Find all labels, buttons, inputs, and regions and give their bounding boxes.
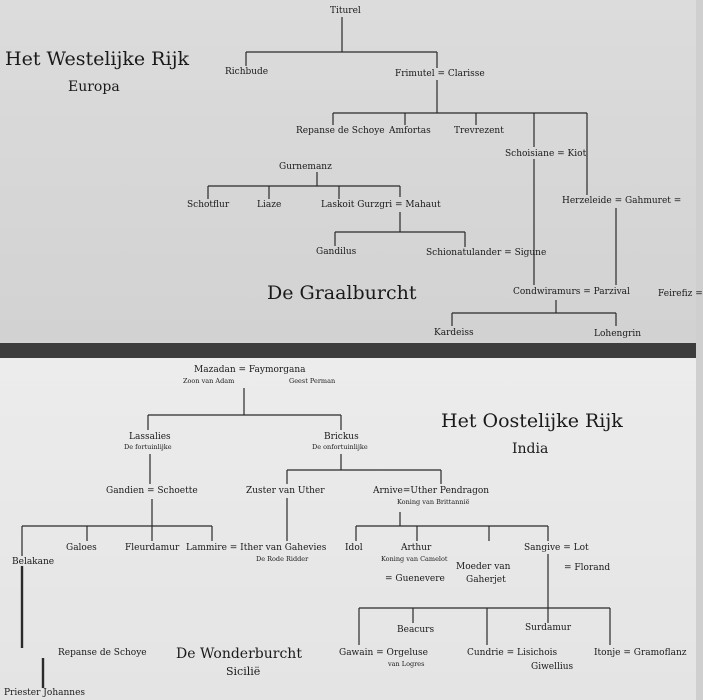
- western-realm-title: Het Westelijke Rijk: [5, 48, 189, 70]
- name-gurnemanz: Gurnemanz: [279, 162, 332, 172]
- ither-sub: De Rode Ridder: [256, 555, 309, 563]
- name-gaherjet: Gaherjet: [466, 575, 506, 585]
- name-repanse-de-schoye: Repanse de Schoye: [296, 126, 385, 136]
- name-laskoit-mahaut: Laskoit Gurzgri = Mahaut: [321, 200, 441, 210]
- name-schotflur: Schotflur: [187, 200, 230, 210]
- panel-divider: [0, 343, 696, 358]
- mazadan-sub: Zoon van Adam: [183, 377, 235, 385]
- name-giwellius: Giwellius: [531, 662, 574, 672]
- name-lassalies: Lassalies: [129, 432, 171, 442]
- eastern-realm-subtitle: India: [512, 441, 549, 457]
- wonder-castle-label: De Wonderburcht: [176, 646, 302, 662]
- name-richbude: Richbude: [225, 67, 269, 77]
- name-kardeiss: Kardeiss: [434, 328, 474, 338]
- name-galoes: Galoes: [66, 543, 97, 553]
- name-surdamur: Surdamur: [525, 623, 572, 633]
- name-herzeleide-gahmuret: Herzeleide = Gahmuret =: [562, 196, 682, 206]
- faymorgana-sub: Geest Perman: [289, 377, 336, 385]
- name-arnive-uther: Arnive=Uther Pendragon: [373, 486, 490, 496]
- name-mazadan-faymorgana: Mazadan = Faymorgana: [194, 365, 306, 375]
- name-arthur: Arthur: [401, 543, 432, 553]
- name-beacurs: Beacurs: [397, 625, 435, 635]
- name-amfortas: Amfortas: [389, 126, 431, 136]
- name-idol: Idol: [345, 543, 363, 553]
- orgeluse-sub: van Logres: [388, 660, 425, 668]
- arthur-sub: Koning van Camelot: [381, 555, 448, 563]
- name-moeder-van: Moeder van: [456, 562, 511, 572]
- arnive-sub: Koning van Brittannië: [397, 498, 470, 506]
- brickus-sub: De onfortuinlijke: [312, 443, 368, 451]
- name-guenevere: = Guenevere: [385, 574, 445, 584]
- name-cundrie-lisichois: Cundrie = Lisichois: [467, 648, 558, 658]
- wonder-castle-sub: Sicilië: [226, 665, 261, 678]
- name-gandien-schoette: Gandien = Schoette: [106, 486, 198, 496]
- name-lohengrin: Lohengrin: [594, 329, 642, 339]
- name-belakane: Belakane: [12, 557, 55, 567]
- name-fleurdamur: Fleurdamur: [125, 543, 180, 553]
- name-lammire-ither: Lammire = Ither van Gahevies: [186, 543, 327, 553]
- name-frimutel-clarisse: Frimutel = Clarisse: [395, 69, 485, 79]
- name-schionatulander-sigune: Schionatulander = Sigune: [426, 248, 547, 258]
- western-realm-subtitle: Europa: [68, 79, 120, 95]
- name-priester-johannes: Priester Johannes: [4, 688, 86, 698]
- name-zuster-van-uther: Zuster van Uther: [246, 486, 325, 496]
- eastern-realm-title: Het Oostelijke Rijk: [441, 410, 623, 432]
- name-brickus: Brickus: [324, 432, 359, 442]
- name-liaze: Liaze: [257, 200, 282, 210]
- name-titurel: Titurel: [330, 6, 361, 16]
- name-feirefiz: Feirefiz =: [658, 289, 703, 299]
- name-condwiramurs-parzival: Condwiramurs = Parzival: [513, 287, 630, 297]
- name-gandilus: Gandilus: [316, 247, 357, 257]
- name-gawain-orgeluse: Gawain = Orgeluse: [339, 648, 428, 658]
- grail-castle-label: De Graalburcht: [267, 282, 417, 304]
- name-repanse-de-schoye-east: Repanse de Schoye: [58, 648, 147, 658]
- lassalies-sub: De fortuinlijke: [124, 443, 172, 451]
- name-itonje-gramoflanz: Itonje = Gramoflanz: [594, 648, 687, 658]
- name-sangive-lot: Sangive = Lot: [524, 543, 589, 553]
- eastern-realm-panel: [0, 358, 696, 700]
- name-schoisiane-kiot: Schoisiane = Kiot: [505, 149, 587, 159]
- name-trevrezent: Trevrezent: [454, 126, 504, 136]
- name-florand: = Florand: [564, 563, 611, 573]
- western-realm-panel: [0, 0, 703, 343]
